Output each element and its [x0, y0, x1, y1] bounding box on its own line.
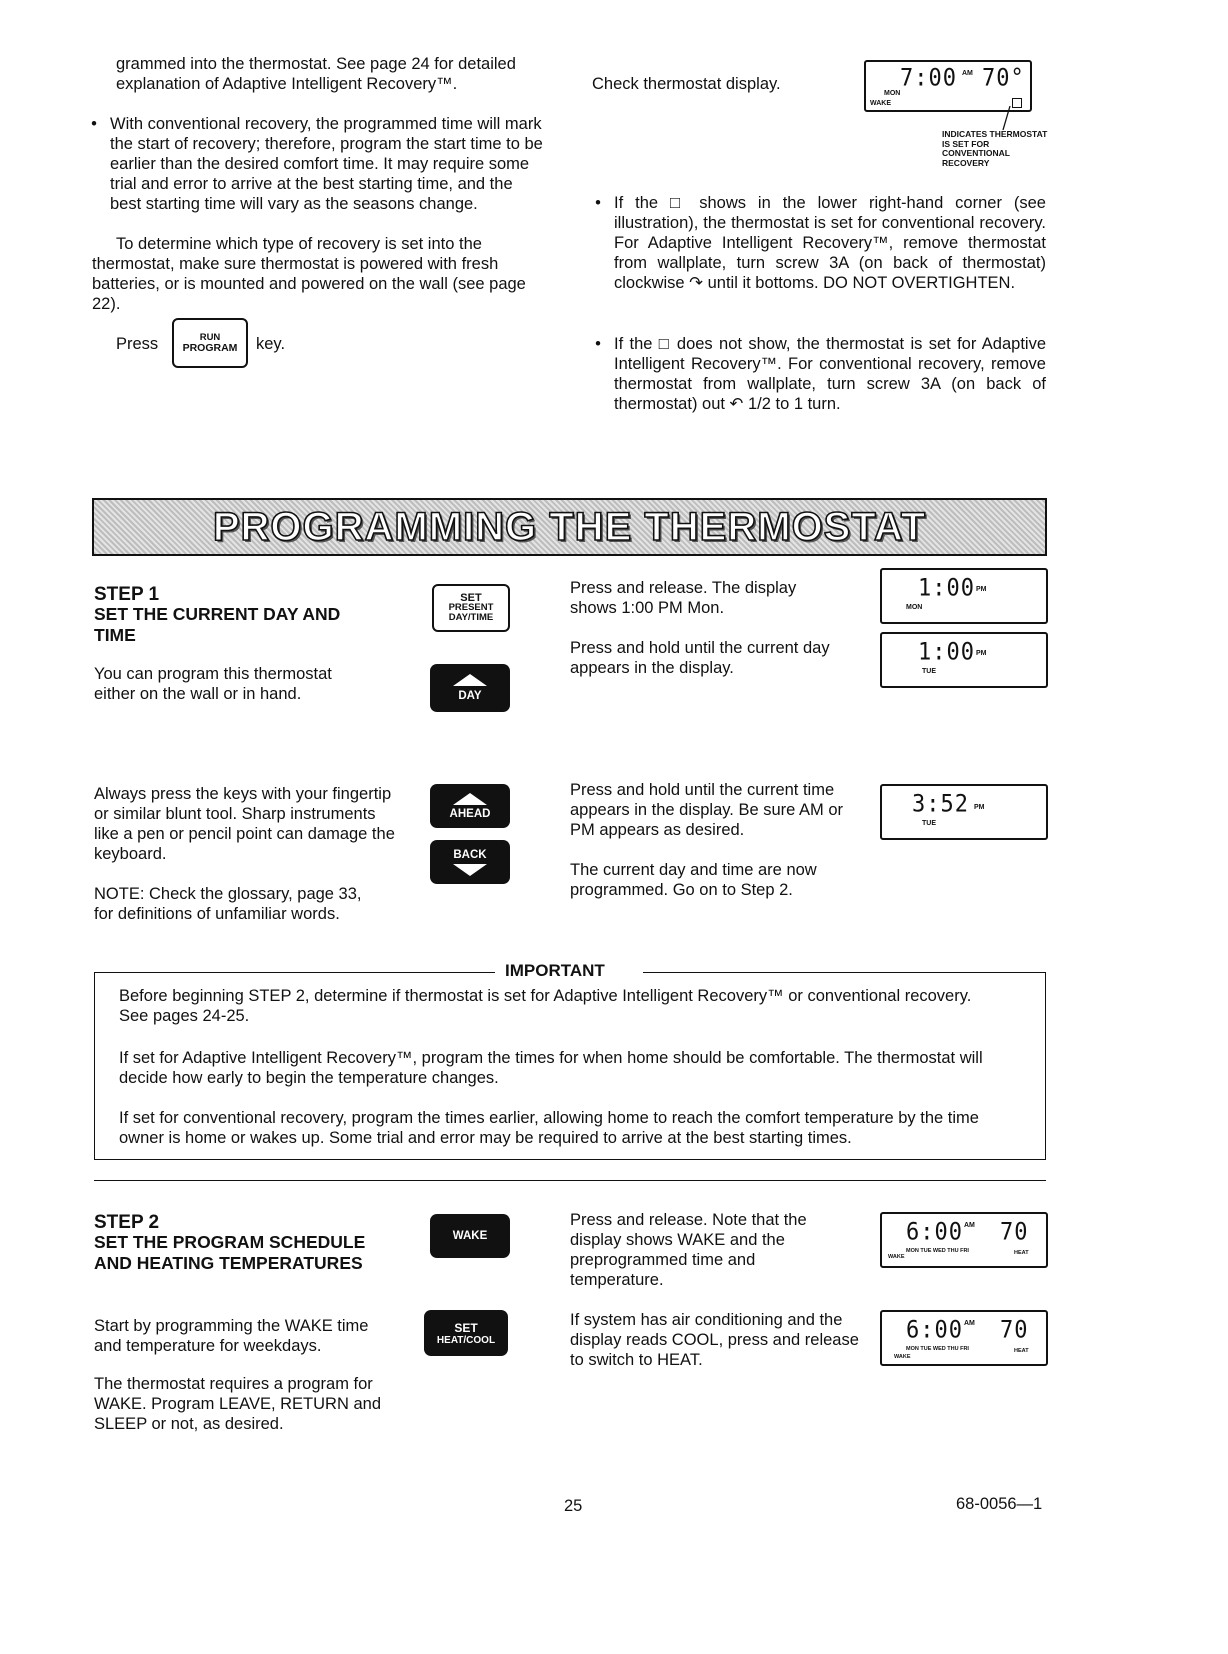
display-ampm: AM: [964, 1320, 975, 1327]
key-line: SET: [460, 592, 482, 604]
page-number: 25: [564, 1497, 583, 1515]
important-paragraph-1: Before beginning STEP 2, determine if thermostat is set for Adaptive Intelligent Recovery™ or conventional recovery. See pages 24-25.: [119, 987, 972, 1025]
wake-key[interactable]: [430, 1214, 510, 1258]
key-label: BACK: [453, 848, 487, 861]
section-banner: [92, 498, 1047, 556]
bullet-text: With conventional recovery, the programmed time will mark the start of recovery; therefore, program the start time to be earlier than the desired comfort time. It may require some trial and error to arrive at the best starting time, and the best starting time will vary as the seasons change.: [110, 115, 543, 213]
ahead-key[interactable]: [430, 784, 510, 828]
step1-keys-note: Always press the keys with your fingertip or similar blunt tool. Sharp instruments like a pen or pencil point can damage the keyboard.: [94, 785, 395, 863]
top-left-paragraph-1: grammed into the thermostat. See page 24 for detailed explanation of Adaptive Intelligent Recovery™.: [116, 55, 516, 93]
display-time: 7:00: [900, 64, 957, 93]
back-key[interactable]: [430, 840, 510, 884]
run-program-key[interactable]: [172, 318, 248, 368]
key-line: HEAT/COOL: [436, 1334, 496, 1346]
important-box: [94, 961, 1046, 1160]
top-left-paragraph-2: To determine which type of recovery is set into the thermostat, make sure thermostat is powered with fresh batteries, or is mounted and powered on the wall (see page 22).: [92, 235, 526, 313]
step2-label: STEP 2: [94, 1212, 160, 1233]
step2-display-2: [880, 1310, 1048, 1366]
bullet-text: If the □ does not show, the thermostat is set for Adaptive Intelligent Recovery™. For conventional recovery, remove thermostat from wallplate, turn screw 3A (on back of thermostat) out ↶ 1/2 to 1 turn.: [614, 335, 1046, 413]
key-line: PRESENT: [448, 602, 494, 613]
display-ampm: AM: [962, 70, 973, 77]
step1-instruction-1: Press and release. The display shows 1:00 PM Mon.: [570, 579, 797, 617]
step1-display-2: [880, 632, 1048, 688]
display-time: 1:00: [918, 638, 975, 667]
key-label: key.: [256, 335, 286, 353]
day-key[interactable]: [430, 664, 510, 712]
display-day: TUE: [922, 820, 936, 827]
step2-instruction-2: If system has air conditioning and the display reads COOL, press and release to switch to HEAT.: [570, 1311, 859, 1369]
display-heat: HEAT: [1014, 1348, 1029, 1354]
display-ampm: PM: [976, 650, 987, 657]
bullet-text: If the □ shows in the lower right-hand corner (see illustration), the thermostat is set for conventional recovery. For Adaptive Intelligent Recovery™, remove thermostat from wallplate, turn screw 3A (on back of thermostat) clockwise ↷ until it bottoms. DO NOT OVERTIGHTEN.: [614, 194, 1046, 292]
display-time: 6:00: [906, 1316, 963, 1345]
display-days: MON TUE WED THU FRI: [906, 1346, 969, 1352]
bullet-dot: •: [595, 335, 601, 353]
key-label: DAY: [458, 690, 482, 702]
display-day: TUE: [922, 668, 936, 675]
important-paragraph-2: If set for Adaptive Intelligent Recovery™, program the times for when home should be comfortable. The thermostat will decide how early to begin the temperature changes.: [119, 1049, 983, 1087]
bullet-dot: •: [595, 194, 601, 212]
up-triangle-icon: [453, 674, 487, 686]
bullet-dot: •: [91, 115, 97, 133]
key-label: WAKE: [452, 1230, 488, 1242]
step1-display-3: [880, 784, 1048, 840]
display-temp: 70: [1000, 1218, 1029, 1247]
run-program-key-line1: RUN: [199, 332, 221, 343]
step1-display-1: [880, 568, 1048, 624]
display-mode: WAKE: [894, 1354, 911, 1360]
important-rule-left: [95, 972, 495, 973]
step1-label: STEP 1: [94, 584, 160, 605]
step1-instruction-2: Press and hold until the current day appears in the display.: [570, 639, 830, 677]
document-number: 68-0056—1: [956, 1495, 1043, 1513]
step1-title: SET THE CURRENT DAY AND TIME: [94, 604, 341, 645]
important-paragraph-3: If set for conventional recovery, program the times earlier, allowing home to reach the comfort temperature by the time owner is home or wakes up. Some trial and error may be required to arrive at the best starting times.: [119, 1109, 979, 1147]
step1-instruction-3: Press and hold until the current time appears in the display. Be sure AM or PM appears as desired.: [570, 781, 844, 839]
display-day: MON: [884, 90, 901, 97]
display-ampm: AM: [964, 1222, 975, 1229]
display-ampm: PM: [976, 586, 987, 593]
down-triangle-icon: [453, 864, 487, 876]
right-bullet-1: [592, 193, 1046, 293]
banner-title: PROGRAMMING THE THERMOSTAT: [212, 504, 927, 549]
display-time: 1:00: [918, 574, 975, 603]
step2-title: SET THE PROGRAM SCHEDULE AND HEATING TEMPERATURES: [94, 1232, 366, 1273]
set-present-day-time-key[interactable]: [432, 584, 510, 632]
step1-glossary-note: NOTE: Check the glossary, page 33, for definitions of unfamiliar words.: [94, 885, 362, 923]
display-time: 6:00: [906, 1218, 963, 1247]
check-display-text: Check thermostat display.: [592, 75, 781, 93]
step1-intro: You can program this thermostat either on the wall or in hand.: [94, 665, 332, 703]
step2-requirement: The thermostat requires a program for WAKE. Program LEAVE, RETURN and SLEEP or not, as desired.: [94, 1375, 382, 1433]
top-left-bullet-1: [88, 114, 546, 214]
key-line: SET: [454, 1320, 478, 1335]
display-heat: HEAT: [1014, 1250, 1029, 1256]
step2-instruction-1: Press and release. Note that the display shows WAKE and the preprogrammed time and temperature.: [570, 1211, 807, 1289]
indicates-note: INDICATES THERMOSTAT IS SET FOR CONVENTIONAL RECOVERY: [942, 129, 1048, 168]
press-label: Press: [116, 335, 159, 353]
important-label: IMPORTANT: [505, 961, 605, 980]
run-program-key-line2: PROGRAM: [182, 342, 238, 354]
display-mode: WAKE: [870, 100, 891, 107]
display-ampm: PM: [974, 804, 985, 811]
display-temp: 70°: [982, 64, 1025, 93]
up-triangle-icon: [453, 793, 487, 805]
divider: [94, 1180, 1046, 1181]
display-temp: 70: [1000, 1316, 1029, 1345]
set-heat-cool-key[interactable]: [424, 1310, 508, 1356]
step2-intro: Start by programming the WAKE time and temperature for weekdays.: [94, 1317, 369, 1355]
key-label: AHEAD: [449, 807, 491, 820]
indicator-arrow-icon: [1000, 104, 1020, 132]
display-days: MON TUE WED THU FRI: [906, 1248, 969, 1254]
important-rule-right: [643, 972, 1045, 973]
display-mode: WAKE: [888, 1254, 905, 1260]
step2-display-1: [880, 1212, 1048, 1268]
step1-instruction-4: The current day and time are now programmed. Go on to Step 2.: [570, 861, 817, 899]
right-bullet-2: [592, 334, 1046, 414]
display-time: 3:52: [912, 790, 969, 819]
key-line: DAY/TIME: [448, 612, 494, 623]
display-day: MON: [906, 604, 923, 611]
